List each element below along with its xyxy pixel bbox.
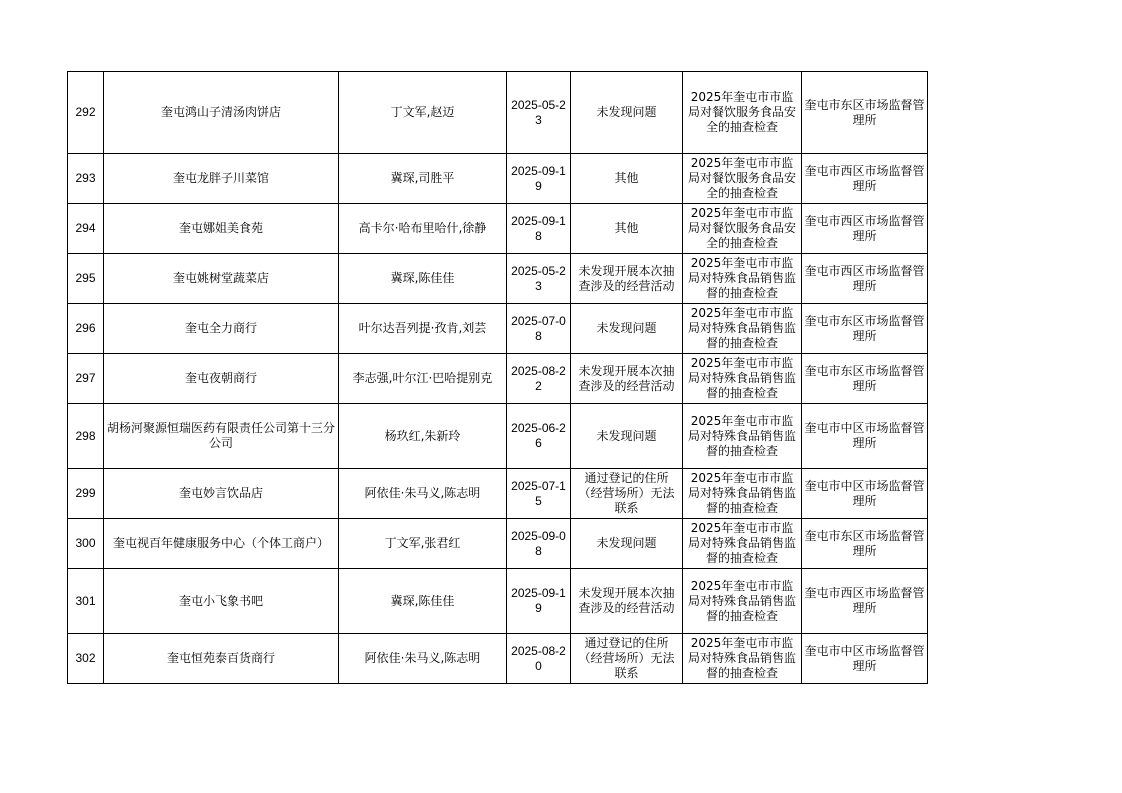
row-number: 299	[68, 469, 104, 519]
row-number: 297	[68, 354, 104, 404]
inspectors: 杨玖红,朱新玲	[339, 404, 507, 469]
table-row	[68, 519, 928, 569]
inspection-task: 2025年奎屯市市监局对特殊食品销售监督的抽查检查	[683, 469, 802, 519]
table-row	[68, 72, 928, 154]
inspection-date: 2025-09-18	[507, 204, 571, 254]
inspectors: 丁文军,张君红	[339, 519, 507, 569]
inspection-date: 2025-06-26	[507, 404, 571, 469]
inspection-task: 2025年奎屯市市监局对特殊食品销售监督的抽查检查	[683, 304, 802, 354]
department: 奎屯市东区市场监督管理所	[802, 354, 928, 404]
table-row	[68, 204, 928, 254]
inspection-task: 2025年奎屯市市监局对餐饮服务食品安全的抽查检查	[683, 72, 802, 154]
table-row	[68, 469, 928, 519]
inspection-task: 2025年奎屯市市监局对特殊食品销售监督的抽查检查	[683, 254, 802, 304]
business-name: 奎屯视百年健康服务中心（个体工商户）	[104, 519, 339, 569]
row-number: 293	[68, 154, 104, 204]
business-name: 奎屯恒苑泰百货商行	[104, 634, 339, 684]
inspection-task: 2025年奎屯市市监局对特殊食品销售监督的抽查检查	[683, 634, 802, 684]
business-name: 奎屯娜姐美食苑	[104, 204, 339, 254]
inspectors: 李志强,叶尔江·巴哈提别克	[339, 354, 507, 404]
row-number: 294	[68, 204, 104, 254]
table-row	[68, 634, 928, 684]
inspection-table	[67, 71, 928, 684]
business-name: 奎屯妙言饮品店	[104, 469, 339, 519]
row-number: 295	[68, 254, 104, 304]
row-number: 298	[68, 404, 104, 469]
table-row	[68, 569, 928, 634]
inspection-result: 未发现开展本次抽查涉及的经营活动	[571, 354, 683, 404]
inspection-task: 2025年奎屯市市监局对餐饮服务食品安全的抽查检查	[683, 204, 802, 254]
inspection-task: 2025年奎屯市市监局对特殊食品销售监督的抽查检查	[683, 354, 802, 404]
department: 奎屯市中区市场监督管理所	[802, 469, 928, 519]
business-name: 奎屯姚树堂蔬菜店	[104, 254, 339, 304]
inspection-result: 未发现开展本次抽查涉及的经营活动	[571, 254, 683, 304]
business-name: 奎屯小飞象书吧	[104, 569, 339, 634]
inspection-task: 2025年奎屯市市监局对餐饮服务食品安全的抽查检查	[683, 154, 802, 204]
inspection-date: 2025-05-23	[507, 72, 571, 154]
inspection-result: 未发现问题	[571, 304, 683, 354]
inspectors: 阿依佳·朱马义,陈志明	[339, 634, 507, 684]
department: 奎屯市中区市场监督管理所	[802, 404, 928, 469]
inspection-date: 2025-08-22	[507, 354, 571, 404]
inspection-date: 2025-07-15	[507, 469, 571, 519]
inspection-date: 2025-08-20	[507, 634, 571, 684]
department: 奎屯市西区市场监督管理所	[802, 154, 928, 204]
inspection-date: 2025-05-23	[507, 254, 571, 304]
row-number: 296	[68, 304, 104, 354]
department: 奎屯市西区市场监督管理所	[802, 254, 928, 304]
department: 奎屯市东区市场监督管理所	[802, 304, 928, 354]
table-row	[68, 154, 928, 204]
row-number: 300	[68, 519, 104, 569]
table-row	[68, 254, 928, 304]
inspection-date: 2025-09-19	[507, 569, 571, 634]
department: 奎屯市西区市场监督管理所	[802, 204, 928, 254]
table-row	[68, 404, 928, 469]
row-number: 302	[68, 634, 104, 684]
inspectors: 丁文军,赵迈	[339, 72, 507, 154]
inspection-task: 2025年奎屯市市监局对特殊食品销售监督的抽查检查	[683, 569, 802, 634]
business-name: 奎屯夜朝商行	[104, 354, 339, 404]
inspection-result: 通过登记的住所（经营场所）无法联系	[571, 634, 683, 684]
department: 奎屯市东区市场监督管理所	[802, 72, 928, 154]
row-number: 301	[68, 569, 104, 634]
inspectors: 冀琛,司胜平	[339, 154, 507, 204]
business-name: 奎屯鸿山子清汤肉饼店	[104, 72, 339, 154]
business-name: 胡杨河聚源恒瑞医药有限责任公司第十三分公司	[104, 404, 339, 469]
inspectors: 叶尔达吾列提·孜肯,刘芸	[339, 304, 507, 354]
inspection-result: 未发现问题	[571, 519, 683, 569]
table-body	[68, 72, 928, 684]
inspection-task: 2025年奎屯市市监局对特殊食品销售监督的抽查检查	[683, 404, 802, 469]
department: 奎屯市中区市场监督管理所	[802, 634, 928, 684]
inspection-result: 其他	[571, 154, 683, 204]
inspection-date: 2025-07-08	[507, 304, 571, 354]
inspection-date: 2025-09-19	[507, 154, 571, 204]
inspection-date: 2025-09-08	[507, 519, 571, 569]
inspection-task: 2025年奎屯市市监局对特殊食品销售监督的抽查检查	[683, 519, 802, 569]
inspectors: 冀琛,陈佳佳	[339, 254, 507, 304]
row-number: 292	[68, 72, 104, 154]
inspectors: 阿依佳·朱马义,陈志明	[339, 469, 507, 519]
department: 奎屯市西区市场监督管理所	[802, 569, 928, 634]
inspection-result: 未发现问题	[571, 72, 683, 154]
inspection-result: 其他	[571, 204, 683, 254]
business-name: 奎屯龙胖子川菜馆	[104, 154, 339, 204]
inspectors: 高卡尔·哈布里哈什,徐静	[339, 204, 507, 254]
table-row	[68, 354, 928, 404]
inspection-result: 未发现开展本次抽查涉及的经营活动	[571, 569, 683, 634]
inspectors: 冀琛,陈佳佳	[339, 569, 507, 634]
business-name: 奎屯全力商行	[104, 304, 339, 354]
department: 奎屯市东区市场监督管理所	[802, 519, 928, 569]
table-row	[68, 304, 928, 354]
inspection-result: 未发现问题	[571, 404, 683, 469]
inspection-result: 通过登记的住所（经营场所）无法联系	[571, 469, 683, 519]
